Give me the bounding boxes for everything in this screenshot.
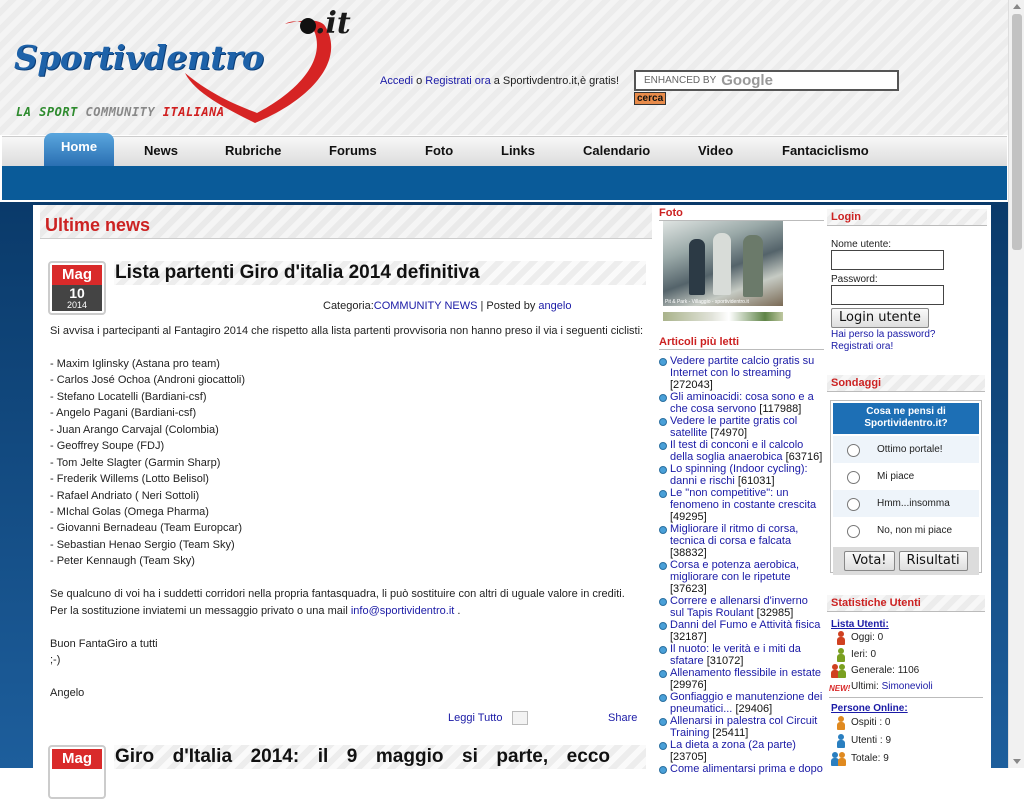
article-meta: Categoria:COMMUNITY NEWS | Posted by angelo [323, 300, 572, 312]
new-badge-icon: NEW! [829, 683, 851, 693]
photo-thumbnail-strip[interactable] [663, 312, 783, 321]
poll-actions [833, 547, 979, 575]
middle-column [659, 205, 824, 775]
date-badge [48, 745, 106, 799]
category-link[interactable]: COMMUNITY NEWS [373, 300, 478, 312]
list-item: Il test di conconi e il calcolo della soglia anaerobica [63716] [659, 439, 824, 463]
login-heading: Login [827, 209, 987, 226]
popular-link[interactable]: Come alimentarsi prima e dopo [670, 763, 823, 775]
scroll-up-icon[interactable] [1013, 4, 1021, 9]
username-label: Nome utente: [831, 239, 892, 250]
stat-latest: NEW! Ultimi: Simonevioli [827, 680, 985, 694]
list-item: Migliorare il ritmo di corsa, tecnica di corsa e falcata [38832] [659, 523, 824, 559]
photo-caption: Pit & Park - Villaggio - sportividentro.it [665, 299, 749, 305]
person-icon [837, 734, 845, 748]
popular-link[interactable]: Danni del Fumo e Attività fisica [670, 619, 821, 631]
list-item: Danni del Fumo e Attività fisica [32187] [659, 619, 824, 643]
list-item: Allenamento flessibile in estate [29976] [659, 667, 824, 691]
popular-link[interactable]: Vedere partite calcio gratis su Internet con lo streaming [670, 355, 815, 379]
list-item: Vedere le partite gratis col satellite [74970] [659, 415, 824, 439]
search-prefix: ENHANCED BY [644, 75, 717, 86]
list-item: Vedere partite calcio gratis su Internet con lo streaming [272043] [659, 355, 824, 391]
popular-link[interactable]: Il nuoto: le verità e i miti da sfatare [670, 643, 801, 667]
google-logo: Google [721, 72, 773, 89]
article-title[interactable]: Lista partenti Giro d'italia 2014 definitiva [114, 261, 646, 285]
date-badge [48, 261, 106, 315]
password-input[interactable] [831, 285, 944, 305]
poll-question: Cosa ne pensi di Sportividentro.it? [833, 403, 979, 434]
nav-subbar [2, 166, 1007, 200]
list-item: La dieta a zona (2a parte) [23705] [659, 739, 824, 763]
popular-link[interactable]: Lo spinning (Indoor cycling): danni e rischi [670, 463, 808, 487]
popular-link[interactable]: Gonfiaggio e manutenzione dei pneumatici... [670, 691, 823, 715]
article-body: Si avvisa i partecipanti al Fantagiro 2014 che rispetto alla lista partenti provvisoria non hanno preso il via i seguenti ciclisti: - Maxim Iglinsky (Astana pro team) - Carlos José Ochoa (Androni giocattoli) - Stefano Locatelli (Bardiani-csf) - Angelo Pagani (Bardiani-csf) - Juan Arango Carvajal (Colombia) - Geoffrey Soupe (FDJ) - Tom Jelte Slagter (Garmin Sharp) - Frederik Willems (Lotto Belisol) - Rafael Andriato ( Neri Sottoli) - MIchal Golas (Omega Pharma) - Giovanni Bernadeau (Team Europcar) - Sebastian Henao Sergio (Team Sky) - Peter Kennaugh (Team Sky) Se qualcuno di voi ha i suddetti corridori nella propria fantasquadra, li può sostituire con altri di uguale valore in crediti. Per la sostituzione inviatemi un messaggio privato o una mail info@sportividentro.it . Buon FantaGiro a tutti ;-) Angelo [50, 325, 644, 699]
results-button[interactable]: Risultati [899, 551, 968, 571]
gallery-photo[interactable] [663, 221, 783, 306]
stat-online-total: Totale: 9 [827, 750, 985, 768]
popular-articles [659, 336, 824, 775]
latest-user-link[interactable]: Simonevioli [881, 680, 933, 692]
poll-option[interactable]: Ottimo portale! [833, 436, 979, 463]
email-link[interactable]: info@sportividentro.it [350, 604, 455, 617]
nav-links[interactable]: Links [501, 143, 535, 158]
main-column [40, 205, 652, 768]
person-icon [837, 648, 845, 662]
username-input[interactable] [831, 250, 944, 270]
photo-heading: Foto [659, 207, 824, 221]
nav-news[interactable]: News [144, 143, 178, 158]
main-nav [2, 136, 1007, 166]
list-item: Corsa e potenza aerobica, migliorare con le ripetute [37623] [659, 559, 824, 595]
nav-foto[interactable]: Foto [425, 143, 454, 158]
popular-list [659, 355, 824, 775]
nav-calendario[interactable]: Calendario [583, 143, 651, 158]
photo-figure [689, 239, 705, 295]
login-link[interactable]: Accedi [380, 75, 414, 87]
search-button[interactable]: cerca [634, 92, 666, 105]
users-list-link[interactable]: Lista Utenti: [831, 619, 889, 630]
nav-rubriche[interactable]: Rubriche [225, 143, 282, 158]
page-scrollbar[interactable] [1008, 0, 1024, 768]
online-people-link[interactable]: Persone Online: [831, 702, 908, 714]
popular-link[interactable]: Migliorare il ritmo di corsa, tecnica di corsa e falcata [670, 523, 799, 547]
photo-figure [743, 235, 763, 297]
nav-video[interactable]: Video [698, 143, 734, 158]
read-more-link[interactable]: Leggi Tutto [448, 712, 503, 724]
poll-option[interactable]: No, non mi piace [833, 517, 979, 544]
date-month: Mag [52, 265, 102, 285]
password-label: Password: [831, 274, 878, 285]
logo-domain: .it [315, 6, 351, 41]
radio-button[interactable] [847, 525, 860, 538]
stat-total: Generale: 1106 [827, 663, 985, 680]
person-icon [837, 631, 845, 645]
search-input[interactable] [634, 70, 899, 91]
vote-button[interactable]: Vota! [844, 551, 894, 571]
radio-button[interactable] [847, 471, 860, 484]
login-button[interactable]: Login utente [831, 308, 929, 328]
radio-button[interactable] [847, 444, 860, 457]
date-day: 10 [52, 285, 102, 301]
article-title[interactable]: Giro d'Italia 2014: il 9 maggio si parte, ecco [114, 745, 646, 769]
popular-link[interactable]: Allenarsi in palestra col Circuit Training [670, 715, 818, 739]
popular-link[interactable]: La dieta a zona (2a parte) [670, 739, 796, 751]
radio-button[interactable] [847, 498, 860, 511]
list-item: Lo spinning (Indoor cycling): danni e rischi [61031] [659, 463, 824, 487]
share-image-icon[interactable] [512, 711, 528, 725]
date-month: Mag [52, 749, 102, 769]
poll-option[interactable]: Mi piace [833, 463, 979, 490]
group-icon [838, 752, 846, 766]
register-now-link[interactable]: Registrati ora! [831, 341, 894, 352]
scroll-down-icon[interactable] [1013, 759, 1021, 764]
logo-brand: Sportivdentro [14, 38, 264, 77]
register-link[interactable]: Registrati ora [425, 75, 491, 87]
stat-today: Oggi: 0 [827, 630, 985, 647]
header-login-line: Accedi o Registrati ora a Sportivdentro.it,è gratis! [380, 75, 620, 87]
person-icon [837, 716, 845, 730]
ball-icon [300, 18, 316, 34]
poll-box [830, 400, 982, 573]
popular-heading: Articoli più letti [659, 336, 824, 350]
nav-fantaciclismo[interactable]: Fantaciclismo [782, 143, 869, 158]
section-title: Ultime news [40, 205, 652, 239]
logo-tagline: LA SPORT COMMUNITY ITALIANA [16, 105, 225, 119]
popular-link[interactable]: Il test di conconi e il calcolo della soglia anaerobica [670, 439, 804, 463]
list-item: Gonfiaggio e manutenzione dei pneumatici... [29406] [659, 691, 824, 715]
popular-link[interactable]: Correre e allenarsi d'inverno sul Tapis Roulant [670, 595, 808, 619]
photo-figure [713, 233, 731, 295]
right-column [827, 205, 987, 768]
site-header [0, 0, 1008, 135]
nav-home[interactable]: Home [44, 133, 114, 166]
stats-heading: Statistiche Utenti [827, 595, 985, 612]
poll-options [831, 436, 981, 544]
stat-members: Utenti : 9 [827, 732, 985, 750]
share-link[interactable]: Share [608, 712, 638, 724]
list-item: Allenarsi in palestra col Circuit Training [25411] [659, 715, 824, 739]
list-item [659, 763, 824, 775]
list-item: Le "non competitive": un fenomeno in costante crescita [49295] [659, 487, 824, 523]
group-icon [838, 664, 846, 678]
date-year: 2014 [52, 301, 102, 311]
scrollbar-thumb[interactable] [1012, 14, 1022, 250]
lost-password-link[interactable]: Hai perso la password? [831, 329, 936, 340]
popular-link[interactable]: Gli aminoacidi: cosa sono e a che cosa servono [670, 391, 814, 415]
site-logo[interactable] [10, 8, 360, 126]
poll-heading: Sondaggi [827, 375, 985, 392]
user-stats [827, 595, 985, 768]
popular-link[interactable]: Corsa e potenza aerobica, migliorare con le ripetute [670, 559, 800, 583]
popular-link[interactable]: Le "non competitive": un fenomeno in costante crescita [670, 487, 817, 511]
stat-yesterday: Ieri: 0 [827, 647, 985, 664]
poll-option[interactable]: Hmm...insomma [833, 490, 979, 517]
popular-link[interactable]: Vedere le partite gratis col satellite [670, 415, 798, 439]
list-item: Il nuoto: le verità e i miti da sfatare [31072] [659, 643, 824, 667]
author-link[interactable]: angelo [538, 300, 572, 312]
nav-forums[interactable]: Forums [329, 143, 377, 158]
popular-link[interactable]: Allenamento flessibile in estate [670, 667, 822, 679]
stat-guests: Ospiti : 0 [827, 714, 985, 732]
list-item: Gli aminoacidi: cosa sono e a che cosa servono [117988] [659, 391, 824, 415]
list-item: Correre e allenarsi d'inverno sul Tapis Roulant [32985] [659, 595, 824, 619]
